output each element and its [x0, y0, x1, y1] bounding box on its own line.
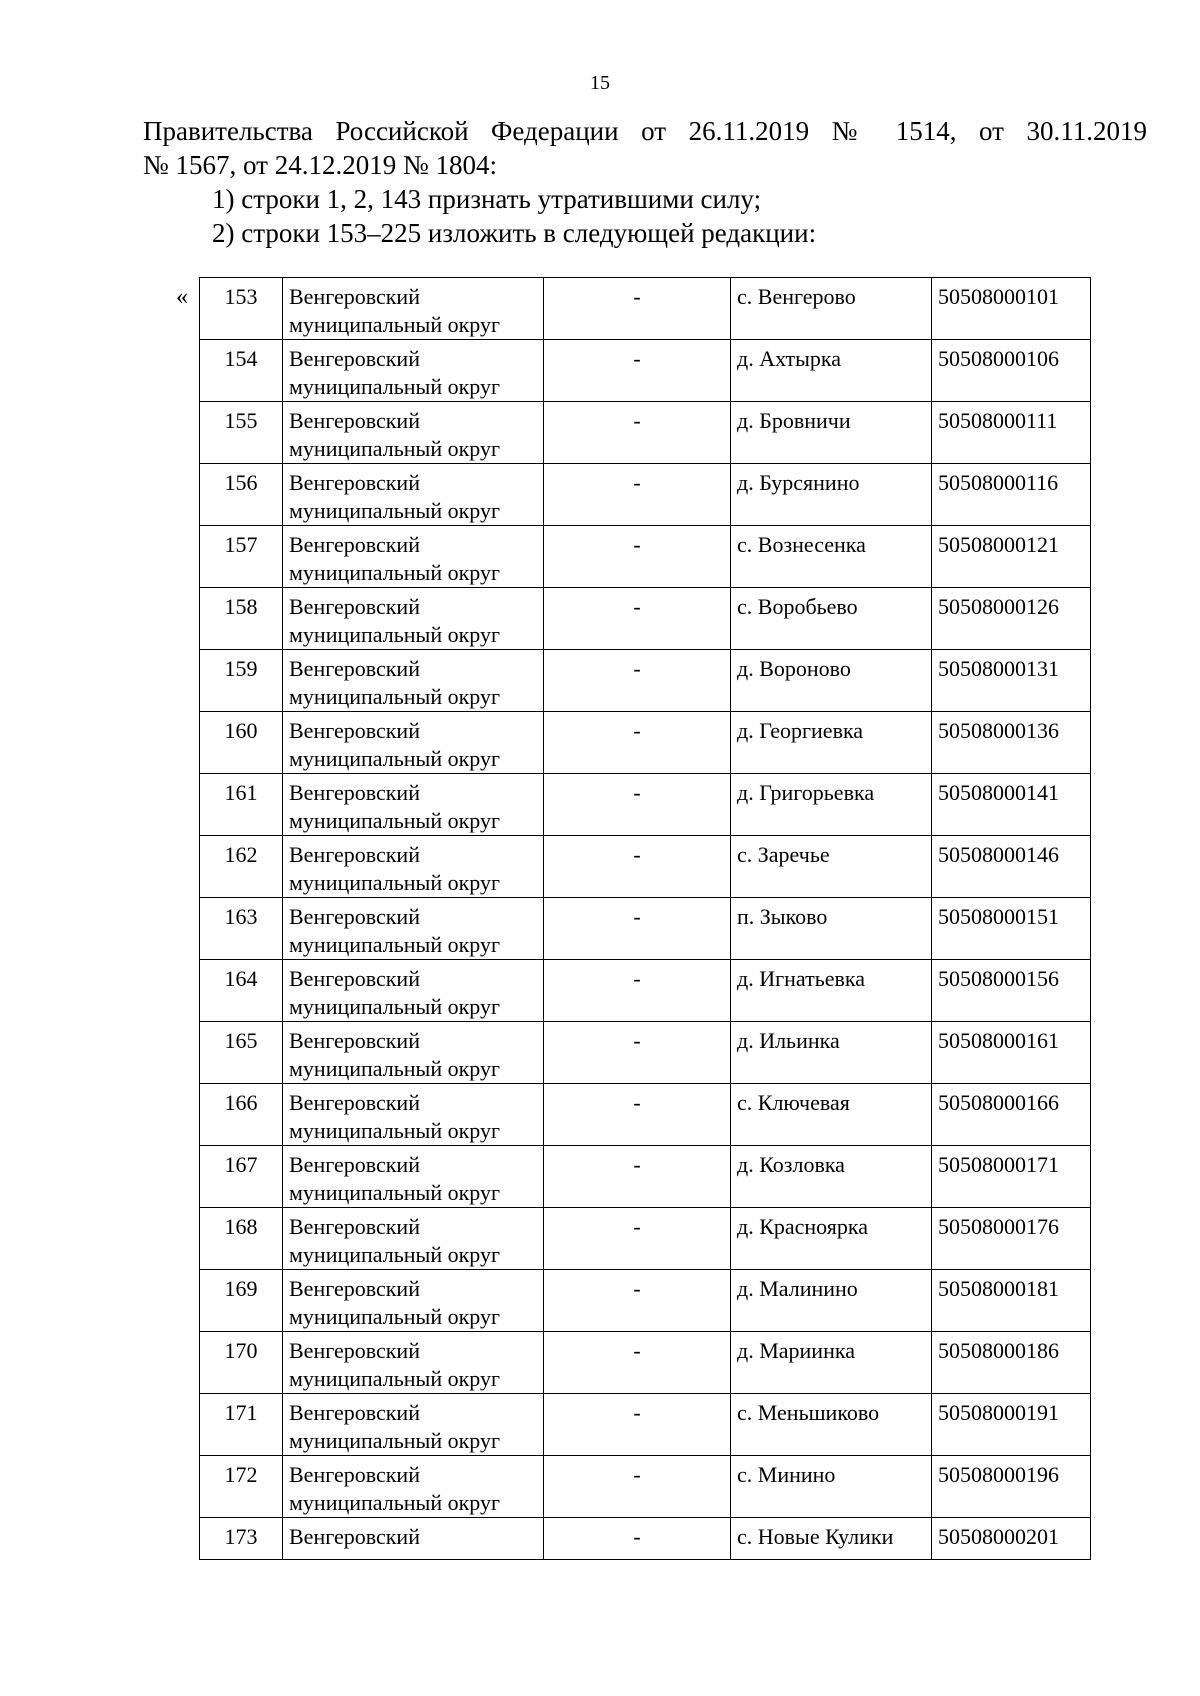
- district-cell: [283, 278, 544, 340]
- dash-cell: -: [544, 960, 731, 1022]
- district-line: муниципальный округ: [289, 1118, 501, 1143]
- settlement-cell: д. Бровничи: [731, 402, 932, 464]
- settlement-cell: д. Козловка: [731, 1146, 932, 1208]
- district-line: Венгеровский: [289, 1214, 420, 1239]
- district-line: Венгеровский: [289, 284, 420, 309]
- oktmo-code-cell: 50508000161: [932, 1022, 1091, 1084]
- intro-line-2: № 1567, от 24.12.2019 № 1804:: [143, 150, 497, 180]
- district-line: муниципальный округ: [289, 994, 501, 1019]
- table-row: [200, 1332, 1091, 1394]
- district-line: муниципальный округ: [289, 436, 501, 461]
- oktmo-code-cell: 50508000126: [932, 588, 1091, 650]
- intro-text: [143, 114, 1147, 250]
- table-row: [200, 650, 1091, 712]
- district-cell: [283, 1456, 544, 1518]
- district-cell: [283, 1084, 544, 1146]
- district-line: муниципальный округ: [289, 1304, 501, 1329]
- district-line: муниципальный округ: [289, 312, 501, 337]
- district-cell: [283, 774, 544, 836]
- oktmo-code-cell: 50508000201: [932, 1518, 1091, 1560]
- table-row: [200, 340, 1091, 402]
- dash-cell: -: [544, 1084, 731, 1146]
- row-number-cell: 168: [200, 1208, 283, 1270]
- table-row: [200, 1084, 1091, 1146]
- district-cell: [283, 1270, 544, 1332]
- settlement-cell: с. Ключевая: [731, 1084, 932, 1146]
- row-number-cell: 156: [200, 464, 283, 526]
- dash-cell: -: [544, 340, 731, 402]
- row-number-cell: 159: [200, 650, 283, 712]
- table-body: [200, 278, 1091, 1560]
- district-line: муниципальный округ: [289, 1056, 501, 1081]
- table-row: [200, 1518, 1091, 1560]
- table-row: [200, 1146, 1091, 1208]
- row-number-cell: 157: [200, 526, 283, 588]
- settlement-cell: с. Минино: [731, 1456, 932, 1518]
- table-row: [200, 774, 1091, 836]
- settlement-cell: д. Вороново: [731, 650, 932, 712]
- settlement-cell: с. Заречье: [731, 836, 932, 898]
- district-line: Венгеровский: [289, 594, 420, 619]
- row-number-cell: 161: [200, 774, 283, 836]
- district-cell: [283, 836, 544, 898]
- oktmo-code-cell: 50508000156: [932, 960, 1091, 1022]
- district-line: Венгеровский: [289, 1028, 420, 1053]
- district-line: муниципальный округ: [289, 808, 501, 833]
- district-cell: [283, 1394, 544, 1456]
- district-line: муниципальный округ: [289, 870, 501, 895]
- district-cell: [283, 960, 544, 1022]
- settlement-cell: д. Мариинка: [731, 1332, 932, 1394]
- district-line: муниципальный округ: [289, 932, 501, 957]
- district-cell: [283, 526, 544, 588]
- settlement-cell: с. Вознесенка: [731, 526, 932, 588]
- dash-cell: -: [544, 1518, 731, 1560]
- oktmo-code-cell: 50508000181: [932, 1270, 1091, 1332]
- table-row: [200, 588, 1091, 650]
- table-row: [200, 1394, 1091, 1456]
- intro-item-2: 2) строки 153–225 изложить в следующей редакции:: [212, 218, 817, 248]
- district-cell: [283, 712, 544, 774]
- row-number-cell: 166: [200, 1084, 283, 1146]
- district-line: муниципальный округ: [289, 374, 501, 399]
- district-line: Венгеровский: [289, 656, 420, 681]
- row-number-cell: 164: [200, 960, 283, 1022]
- district-cell: [283, 1022, 544, 1084]
- dash-cell: -: [544, 278, 731, 340]
- table-row: [200, 712, 1091, 774]
- district-line: Венгеровский: [289, 1400, 420, 1425]
- oktmo-code-cell: 50508000136: [932, 712, 1091, 774]
- table-row: [200, 898, 1091, 960]
- district-line: Венгеровский: [289, 346, 420, 371]
- table-row: [200, 402, 1091, 464]
- dash-cell: -: [544, 588, 731, 650]
- district-line: муниципальный округ: [289, 1242, 501, 1267]
- row-number-cell: 154: [200, 340, 283, 402]
- row-number-cell: 163: [200, 898, 283, 960]
- oktmo-code-cell: 50508000196: [932, 1456, 1091, 1518]
- dash-cell: -: [544, 774, 731, 836]
- district-line: Венгеровский: [289, 1276, 420, 1301]
- district-line: Венгеровский: [289, 408, 420, 433]
- table-row: [200, 960, 1091, 1022]
- settlements-table: [199, 277, 1091, 1560]
- district-line: Венгеровский: [289, 780, 420, 805]
- oktmo-code-cell: 50508000131: [932, 650, 1091, 712]
- table-row: [200, 1270, 1091, 1332]
- row-number-cell: 162: [200, 836, 283, 898]
- settlement-cell: д. Бурсянино: [731, 464, 932, 526]
- settlement-cell: с. Воробьево: [731, 588, 932, 650]
- district-line: Венгеровский: [289, 1338, 420, 1363]
- settlement-cell: д. Ахтырка: [731, 340, 932, 402]
- settlement-cell: п. Зыково: [731, 898, 932, 960]
- dash-cell: -: [544, 464, 731, 526]
- row-number-cell: 167: [200, 1146, 283, 1208]
- dash-cell: -: [544, 526, 731, 588]
- district-line: муниципальный округ: [289, 684, 501, 709]
- row-number-cell: 170: [200, 1332, 283, 1394]
- row-number-cell: 165: [200, 1022, 283, 1084]
- district-cell: [283, 1208, 544, 1270]
- oktmo-code-cell: 50508000116: [932, 464, 1091, 526]
- settlement-cell: д. Георгиевка: [731, 712, 932, 774]
- district-cell: [283, 340, 544, 402]
- district-line: муниципальный округ: [289, 622, 501, 647]
- district-line: Венгеровский: [289, 1524, 420, 1549]
- district-line: муниципальный округ: [289, 560, 501, 585]
- district-line: Венгеровский: [289, 470, 420, 495]
- oktmo-code-cell: 50508000191: [932, 1394, 1091, 1456]
- dash-cell: -: [544, 1456, 731, 1518]
- table-row: [200, 1022, 1091, 1084]
- settlement-cell: с. Меньшиково: [731, 1394, 932, 1456]
- oktmo-code-cell: 50508000171: [932, 1146, 1091, 1208]
- dash-cell: -: [544, 1332, 731, 1394]
- district-line: Венгеровский: [289, 1152, 420, 1177]
- table-row: [200, 464, 1091, 526]
- dash-cell: -: [544, 1270, 731, 1332]
- row-number-cell: 155: [200, 402, 283, 464]
- dash-cell: -: [544, 898, 731, 960]
- intro-item-1: 1) строки 1, 2, 143 признать утратившими силу;: [212, 184, 762, 214]
- settlement-cell: д. Григорьевка: [731, 774, 932, 836]
- oktmo-code-cell: 50508000186: [932, 1332, 1091, 1394]
- row-number-cell: 171: [200, 1394, 283, 1456]
- row-number-cell: 173: [200, 1518, 283, 1560]
- district-cell: [283, 1332, 544, 1394]
- row-number-cell: 169: [200, 1270, 283, 1332]
- row-number-cell: 172: [200, 1456, 283, 1518]
- dash-cell: -: [544, 402, 731, 464]
- settlement-cell: д. Малинино: [731, 1270, 932, 1332]
- row-number-cell: 160: [200, 712, 283, 774]
- oktmo-code-cell: 50508000176: [932, 1208, 1091, 1270]
- dash-cell: -: [544, 1146, 731, 1208]
- dash-cell: -: [544, 650, 731, 712]
- page-number: 15: [590, 72, 610, 94]
- district-line: муниципальный округ: [289, 1366, 501, 1391]
- settlement-cell: с. Венгерово: [731, 278, 932, 340]
- dash-cell: -: [544, 1394, 731, 1456]
- settlement-cell: д. Красноярка: [731, 1208, 932, 1270]
- district-line: Венгеровский: [289, 532, 420, 557]
- oktmo-code-cell: 50508000146: [932, 836, 1091, 898]
- table-row: [200, 278, 1091, 340]
- district-line: Венгеровский: [289, 966, 420, 991]
- dash-cell: -: [544, 836, 731, 898]
- table-row: [200, 526, 1091, 588]
- oktmo-code-cell: 50508000101: [932, 278, 1091, 340]
- district-line: Венгеровский: [289, 718, 420, 743]
- district-cell: [283, 650, 544, 712]
- district-line: Венгеровский: [289, 842, 420, 867]
- opening-quote-mark: «: [176, 284, 188, 310]
- district-cell: [283, 588, 544, 650]
- oktmo-code-cell: 50508000121: [932, 526, 1091, 588]
- district-cell: [283, 402, 544, 464]
- district-line: муниципальный округ: [289, 1428, 501, 1453]
- dash-cell: -: [544, 1208, 731, 1270]
- oktmo-code-cell: 50508000151: [932, 898, 1091, 960]
- district-line: муниципальный округ: [289, 1490, 501, 1515]
- oktmo-code-cell: 50508000141: [932, 774, 1091, 836]
- table-row: [200, 1208, 1091, 1270]
- oktmo-code-cell: 50508000106: [932, 340, 1091, 402]
- intro-line-1: Правительства Российской Федерации от 26.11.2019 № 1514, от 30.11.2019: [143, 116, 1147, 146]
- district-line: Венгеровский: [289, 1090, 420, 1115]
- oktmo-code-cell: 50508000111: [932, 402, 1091, 464]
- dash-cell: -: [544, 1022, 731, 1084]
- row-number-cell: 153: [200, 278, 283, 340]
- district-cell: [283, 464, 544, 526]
- district-line: Венгеровский: [289, 904, 420, 929]
- dash-cell: -: [544, 712, 731, 774]
- district-cell: [283, 1518, 544, 1560]
- row-number-cell: 158: [200, 588, 283, 650]
- oktmo-code-cell: 50508000166: [932, 1084, 1091, 1146]
- settlement-cell: с. Новые Кулики: [731, 1518, 932, 1560]
- district-line: Венгеровский: [289, 1462, 420, 1487]
- settlement-cell: д. Игнатьевка: [731, 960, 932, 1022]
- settlement-cell: д. Ильинка: [731, 1022, 932, 1084]
- table-row: [200, 1456, 1091, 1518]
- district-cell: [283, 1146, 544, 1208]
- district-line: муниципальный округ: [289, 1180, 501, 1205]
- district-line: муниципальный округ: [289, 498, 501, 523]
- district-line: муниципальный округ: [289, 746, 501, 771]
- district-cell: [283, 898, 544, 960]
- table-row: [200, 836, 1091, 898]
